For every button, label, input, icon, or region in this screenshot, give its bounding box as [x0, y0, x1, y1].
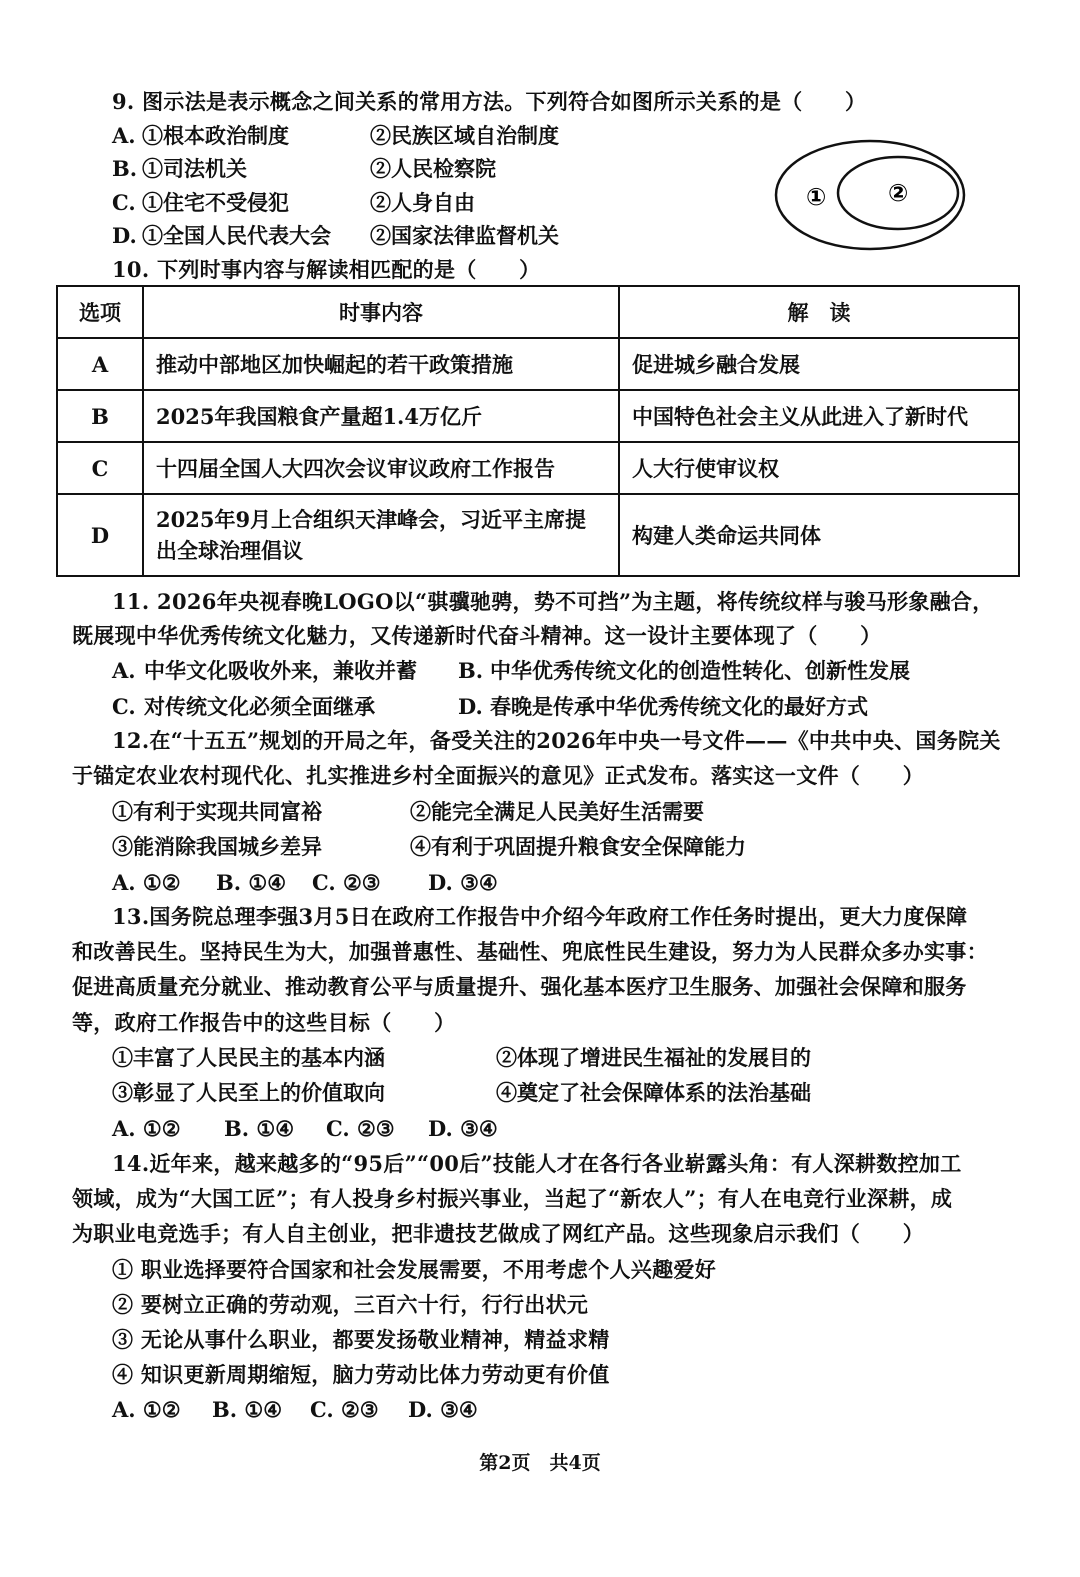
row-event: 2025年我国粮食产量超1.4万亿斤: [143, 390, 619, 442]
item: ②能完全满足人民美好生活需要: [410, 799, 704, 824]
item: ②体现了增进民生福祉的发展目的: [496, 1045, 811, 1070]
option-letter: B.: [458, 658, 484, 683]
option-text: 春晚是传承中华优秀传统文化的最好方式: [490, 694, 868, 719]
table-row: [57, 390, 1019, 442]
option-item-1: ①司法机关: [142, 156, 247, 181]
choice: B. ①④: [212, 1397, 283, 1422]
option-text: 中华文化吸收外来，兼收并蓄: [144, 658, 417, 683]
row-event: 2025年9月上合组织天津峰会，习近平主席提出全球治理倡议: [143, 494, 619, 576]
item: ①丰富了人民民主的基本内涵: [112, 1045, 385, 1070]
option-letter: A.: [112, 658, 136, 683]
row-reading: 构建人类命运共同体: [619, 494, 1019, 576]
item: ④奠定了社会保障体系的法治基础: [496, 1080, 811, 1105]
option-letter: C.: [112, 190, 136, 215]
q12-stem-line-2: 于锚定农业农村现代化、扎实推进乡村全面振兴的意见》正式发布。落实这一文件（ ）: [72, 763, 924, 788]
choice: D. ③④: [428, 1116, 498, 1141]
header-reading: 解 读: [619, 286, 1019, 338]
choice: A. ①②: [112, 870, 181, 895]
row-key: B: [57, 390, 143, 442]
q14-item-1: ① 职业选择要符合国家和社会发展需要，不用考虑个人兴趣爱好: [112, 1257, 717, 1282]
option-letter: D.: [112, 223, 137, 248]
inner-label: ②: [888, 179, 909, 207]
item: ③彰显了人民至上的价值取向: [112, 1080, 385, 1105]
q9-venn-diagram: [770, 135, 970, 255]
choice: C. ②③: [312, 870, 381, 895]
header-event: 时事内容: [143, 286, 619, 338]
choice: C. ②③: [326, 1116, 395, 1141]
q14-item-4: ④ 知识更新周期缩短，脑力劳动比体力劳动更有价值: [112, 1362, 610, 1387]
outer-ellipse: [776, 141, 964, 249]
row-key: C: [57, 442, 143, 494]
header-option: 选项: [57, 286, 143, 338]
option-letter: D.: [458, 694, 483, 719]
option-item-1: ①全国人民代表大会: [142, 223, 331, 248]
row-key: D: [57, 494, 143, 576]
choice: D. ③④: [408, 1397, 478, 1422]
page-footer: 第2页 共4页: [479, 1452, 601, 1474]
option-item-2: ②国家法律监督机关: [370, 223, 559, 248]
row-reading: 人大行使审议权: [619, 442, 1019, 494]
option-letter: C.: [112, 694, 136, 719]
item: ③能消除我国城乡差异: [112, 834, 322, 859]
row-key: A: [57, 338, 143, 390]
item: ④有利于巩固提升粮食安全保障能力: [410, 834, 746, 859]
row-reading: 中国特色社会主义从此进入了新时代: [619, 390, 1019, 442]
q14-item-3: ③ 无论从事什么职业，都要发扬敬业精神，精益求精: [112, 1327, 610, 1352]
option-item-1: ①根本政治制度: [142, 123, 289, 148]
row-reading: 促进城乡融合发展: [619, 338, 1019, 390]
option-item-2: ②人身自由: [370, 190, 475, 215]
choice: A. ①②: [112, 1116, 181, 1141]
q13-stem-line-3: 促进高质量充分就业、推动教育公平与质量提升、强化基本医疗卫生服务、加强社会保障和服务: [72, 974, 967, 999]
option-text: 中华优秀传统文化的创造性转化、创新性发展: [490, 658, 910, 683]
q12-stem-line-1: 12.在“十五五”规划的开局之年，备受关注的2026年中央一号文件——《中共中央、国务院关: [112, 728, 1001, 753]
choice: A. ①②: [112, 1397, 181, 1422]
q13-stem-line-4: 等，政府工作报告中的这些目标（ ）: [72, 1010, 456, 1035]
q14-item-2: ② 要树立正确的劳动观，三百六十行，行行出状元: [112, 1292, 589, 1317]
q14-stem-line-3: 为职业电竞选手；有人自主创业，把非遗技艺做成了网红产品。这些现象启示我们（ ）: [72, 1221, 924, 1246]
q14-stem-line-2: 领域，成为“大国工匠”；有人投身乡村振兴事业，当起了“新农人”；有人在电竞行业深耕，成: [72, 1186, 953, 1211]
option-item-1: ①住宅不受侵犯: [142, 190, 289, 215]
q13-stem-line-1: 13.国务院总理李强3月5日在政府工作报告中介绍今年政府工作任务时提出，更大力度保障: [112, 904, 968, 929]
table-header-row: [57, 286, 1019, 338]
q9-stem: 9. 图示法是表示概念之间关系的常用方法。下列符合如图所示关系的是（ ）: [112, 89, 867, 114]
q11-stem-line-1: 11. 2026年央视春晚LOGO以“骐骥驰骋，势不可挡”为主题，将传统纹样与骏马形象融合，: [112, 589, 994, 614]
option-text: 对传统文化必须全面继承: [144, 694, 375, 719]
option-item-2: ②人民检察院: [370, 156, 496, 181]
table-row: [57, 494, 1019, 576]
choice: B. ①④: [224, 1116, 295, 1141]
option-item-2: ②民族区域自治制度: [370, 123, 559, 148]
choice: C. ②③: [310, 1397, 379, 1422]
row-event: 推动中部地区加快崛起的若干政策措施: [143, 338, 619, 390]
q10-table: [56, 285, 1020, 577]
choice: B. ①④: [216, 870, 287, 895]
q11-stem-line-2: 既展现中华优秀传统文化魅力，又传递新时代奋斗精神。这一设计主要体现了（ ）: [72, 623, 882, 648]
option-letter: A.: [112, 123, 136, 148]
row-event: 十四届全国人大四次会议审议政府工作报告: [143, 442, 619, 494]
q10-stem: 10. 下列时事内容与解读相匹配的是（ ）: [112, 257, 541, 282]
table-row: [57, 442, 1019, 494]
table-row: [57, 338, 1019, 390]
q14-stem-line-1: 14.近年来，越来越多的“95后”“00后”技能人才在各行各业崭露头角：有人深耕数控加工: [112, 1151, 962, 1176]
q13-stem-line-2: 和改善民生。坚持民生为大，加强普惠性、基础性、兜底性民生建设，努力为人民群众多办实事：: [72, 939, 988, 964]
choice: D. ③④: [428, 870, 498, 895]
item: ①有利于实现共同富裕: [112, 799, 322, 824]
outer-label: ①: [806, 183, 827, 211]
option-letter: B.: [112, 156, 138, 181]
